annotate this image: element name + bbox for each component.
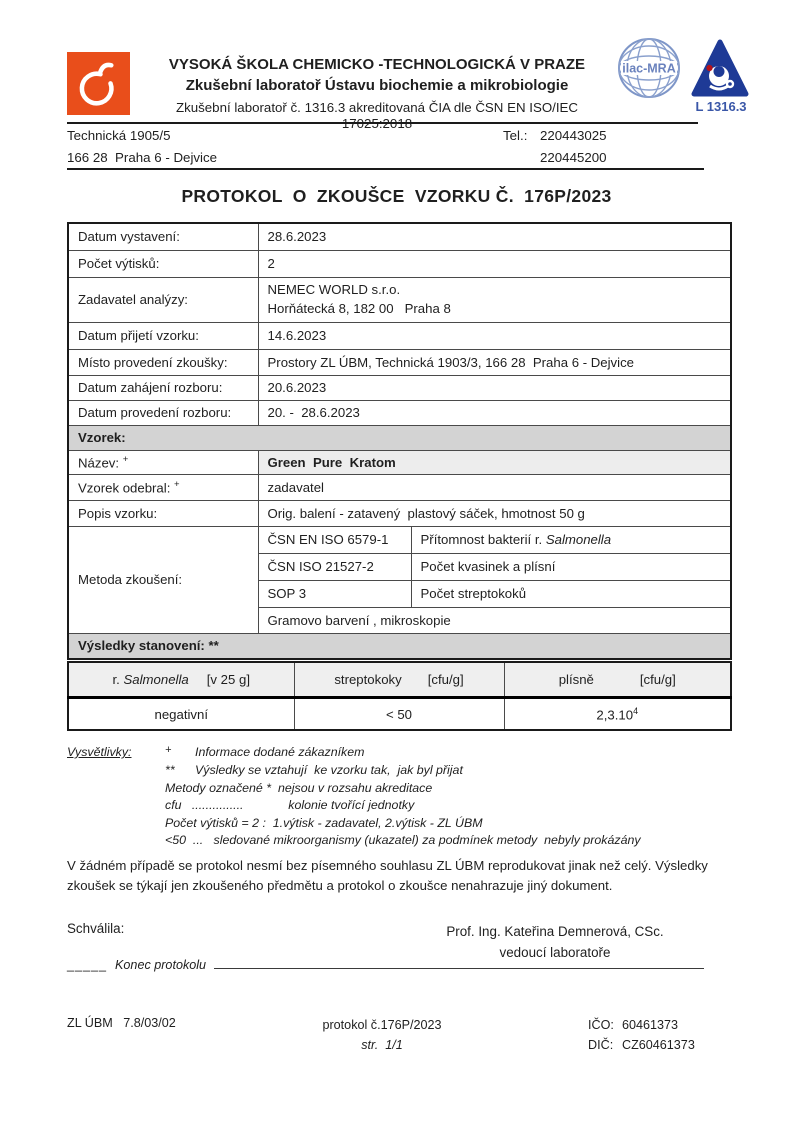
ico-row — [588, 1016, 695, 1036]
result-name: plísně — [558, 672, 594, 687]
table-row — [68, 500, 731, 526]
table-row — [68, 375, 731, 400]
ilac-mra-logo-icon — [617, 37, 681, 104]
info-label: Místo provedení zkoušky: — [68, 349, 258, 375]
sampled-by-label — [68, 474, 258, 500]
legend-item — [165, 744, 725, 762]
footer-protocol-number: protokol č.176P/2023 — [322, 1018, 442, 1032]
disclaimer-paragraph: V žádném případě se protokol nesmí bez písemného souhlasu ZL ÚBM reprodukovat jinak než celý. Výsledky zkoušek se týkají jen zkoušeného předmětu a protokol o zkoušce nenahrazuje jiný dokument. — [67, 858, 708, 893]
info-label: Datum vystavení: — [68, 223, 258, 250]
sample-name-label — [68, 450, 258, 474]
tel-number-2: 220445200 — [540, 150, 607, 165]
client-name: NEMEC WORLD s.r.o. — [267, 282, 401, 298]
protocol-title: PROTOKOL O ZKOUŠCE VZORKU Č. 176P/2023 — [181, 186, 612, 206]
approved-by-label: Schválila: — [67, 921, 125, 936]
ilac-logo-text: ilac-MRA — [622, 61, 676, 76]
end-label: Konec protokolu — [115, 958, 207, 972]
method-code: ČSN ISO 21527-2 — [258, 553, 411, 580]
method-desc-text: Přítomnost bakterií r. — [420, 532, 546, 547]
results-section-label: Výsledky stanovení: ** — [68, 633, 731, 659]
table-row — [68, 474, 731, 500]
sampled-by-value: zadavatel — [258, 474, 731, 500]
legend-lines — [165, 744, 725, 849]
tel-number-1: 220443025 — [540, 128, 607, 143]
legend — [67, 744, 725, 849]
legend-text: Výsledky se vztahují ke vzorku tak, jak byl přijat — [195, 763, 463, 778]
info-label: Počet výtisků: — [68, 250, 258, 277]
result-value-base: 2,3.10 — [596, 707, 634, 723]
dic-row — [588, 1036, 695, 1056]
info-label: Datum zahájení rozboru: — [68, 375, 258, 400]
sample-name-value: Green Pure Kratom — [258, 450, 731, 474]
sample-section-label: Vzorek: — [68, 425, 731, 450]
ico-label: IČO: — [588, 1018, 614, 1032]
label-text: Název: — [78, 455, 120, 471]
info-label: Zadavatel analýzy: — [68, 277, 258, 322]
footer-center — [248, 1016, 516, 1055]
end-lead-underscores: _____ — [67, 958, 108, 972]
method-desc: Počet kvasinek a plísní — [411, 553, 731, 580]
footer-ids — [588, 1016, 695, 1055]
result-col-molds — [504, 662, 731, 698]
end-of-protocol — [67, 958, 704, 972]
sample-desc-value: Orig. balení - zatavený plastový sáček, hmotnost 50 g — [258, 500, 731, 526]
info-value: 20. - 28.6.2023 — [258, 400, 731, 425]
method-desc-italic: Salmonella — [545, 532, 612, 547]
tel-label: Tel.: — [503, 128, 528, 143]
result-col-streptococci — [294, 662, 504, 698]
info-label: Datum přijetí vzorku: — [68, 322, 258, 349]
cia-triangle-logo-icon — [690, 38, 750, 121]
legend-item: Počet výtisků = 2 : 1.výtisk - zadavatel, 2.výtisk - ZL ÚBM — [165, 815, 483, 830]
footnote-mark-plus: + — [122, 453, 129, 465]
header-rule-bottom — [67, 168, 704, 170]
table-row — [68, 322, 731, 349]
client-address: Horňátecká 8, 182 00 Praha 8 — [267, 300, 451, 316]
method-desc — [411, 526, 731, 553]
legend-item: cfu ............... kolonie tvořící jednotky — [165, 798, 415, 813]
sample-section-header — [68, 425, 731, 450]
result-value-salmonella: negativní — [68, 698, 294, 731]
table-row — [68, 277, 731, 322]
header-rule-top — [67, 122, 698, 124]
approver-name: Prof. Ing. Kateřina Demnerová, CSc. — [446, 924, 664, 939]
cia-accreditation-number: L 1316.3 — [695, 99, 747, 114]
info-label: Datum provedení rozboru: — [68, 400, 258, 425]
result-name-italic: Salmonella — [123, 672, 189, 687]
table-row — [68, 223, 731, 250]
vscht-flask-logo-icon — [67, 52, 130, 120]
footer-page-number: str. 1/1 — [361, 1037, 403, 1052]
info-value: 20.6.2023 — [258, 375, 731, 400]
result-unit: [v 25 g] — [206, 672, 250, 687]
table-row — [68, 349, 731, 375]
method-extra: Gramovo barvení , mikroskopie — [258, 607, 731, 633]
results-section-header — [68, 633, 731, 659]
sample-desc-label: Popis vzorku: — [68, 500, 258, 526]
legend-item — [165, 762, 725, 779]
approver-role: vedoucí laboratoře — [499, 945, 611, 961]
info-value — [258, 277, 731, 322]
address-city: 166 28 Praha 6 - Dejvice — [67, 150, 218, 165]
result-unit: [cfu/g] — [639, 672, 676, 687]
result-name-prefix: r. — [112, 672, 124, 687]
method-label: Metoda zkoušení: — [68, 526, 258, 633]
results-value-row — [68, 698, 731, 731]
legend-label: Vysvětlivky: — [67, 745, 132, 759]
address-street: Technická 1905/5 — [67, 128, 171, 143]
result-value-molds — [504, 698, 731, 731]
dic-label: DIČ: — [588, 1037, 614, 1052]
legend-mark: ** — [165, 763, 175, 778]
dic-value: CZ60461373 — [622, 1037, 695, 1052]
footer-doc-code: ZL ÚBM 7.8/03/02 — [67, 1016, 176, 1030]
info-value: 2 — [258, 250, 731, 277]
ico-value: 60461373 — [622, 1018, 679, 1032]
result-col-salmonella — [68, 662, 294, 698]
method-desc: Počet streptokoků — [411, 580, 731, 607]
info-value: 14.6.2023 — [258, 322, 731, 349]
result-value-exponent: 4 — [633, 705, 639, 716]
label-text: Vzorek odebral: — [78, 480, 171, 496]
result-value-streptococci: < 50 — [294, 698, 504, 731]
result-unit: [cfu/g] — [427, 672, 464, 687]
results-header-row — [68, 662, 731, 698]
results-table — [67, 661, 732, 731]
table-row — [68, 250, 731, 277]
info-value: Prostory ZL ÚBM, Technická 1903/3, 166 28 Praha 6 - Dejvice — [258, 349, 731, 375]
laboratory-name: Zkušební laboratoř Ústavu biochemie a mikrobiologie — [185, 76, 569, 94]
accreditation-line: Zkušební laboratoř č. 1316.3 akreditovaná ČIA dle ČSN EN ISO/IEC 17025:2018 — [175, 99, 579, 132]
info-table — [67, 222, 732, 660]
university-name: VYSOKÁ ŠKOLA CHEMICKO -TECHNOLOGICKÁ V PRAZE — [168, 56, 586, 73]
method-code: ČSN EN ISO 6579-1 — [258, 526, 411, 553]
legend-item: <50 ... sledované mikroorganismy (ukazatel) za podmínek metody nebyly prokázány — [165, 833, 641, 848]
footnote-mark-plus: + — [174, 478, 180, 490]
end-rule-line — [214, 968, 704, 969]
legend-text: Informace dodané zákazníkem — [195, 745, 365, 759]
legend-mark: + — [165, 744, 172, 756]
table-row — [68, 400, 731, 425]
method-row — [68, 526, 731, 553]
legend-item: Metody označené * nejsou v rozsahu akreditace — [165, 780, 433, 795]
result-name: streptokoky — [334, 672, 402, 687]
table-row — [68, 450, 731, 474]
info-value: 28.6.2023 — [258, 223, 731, 250]
method-code: SOP 3 — [258, 580, 411, 607]
